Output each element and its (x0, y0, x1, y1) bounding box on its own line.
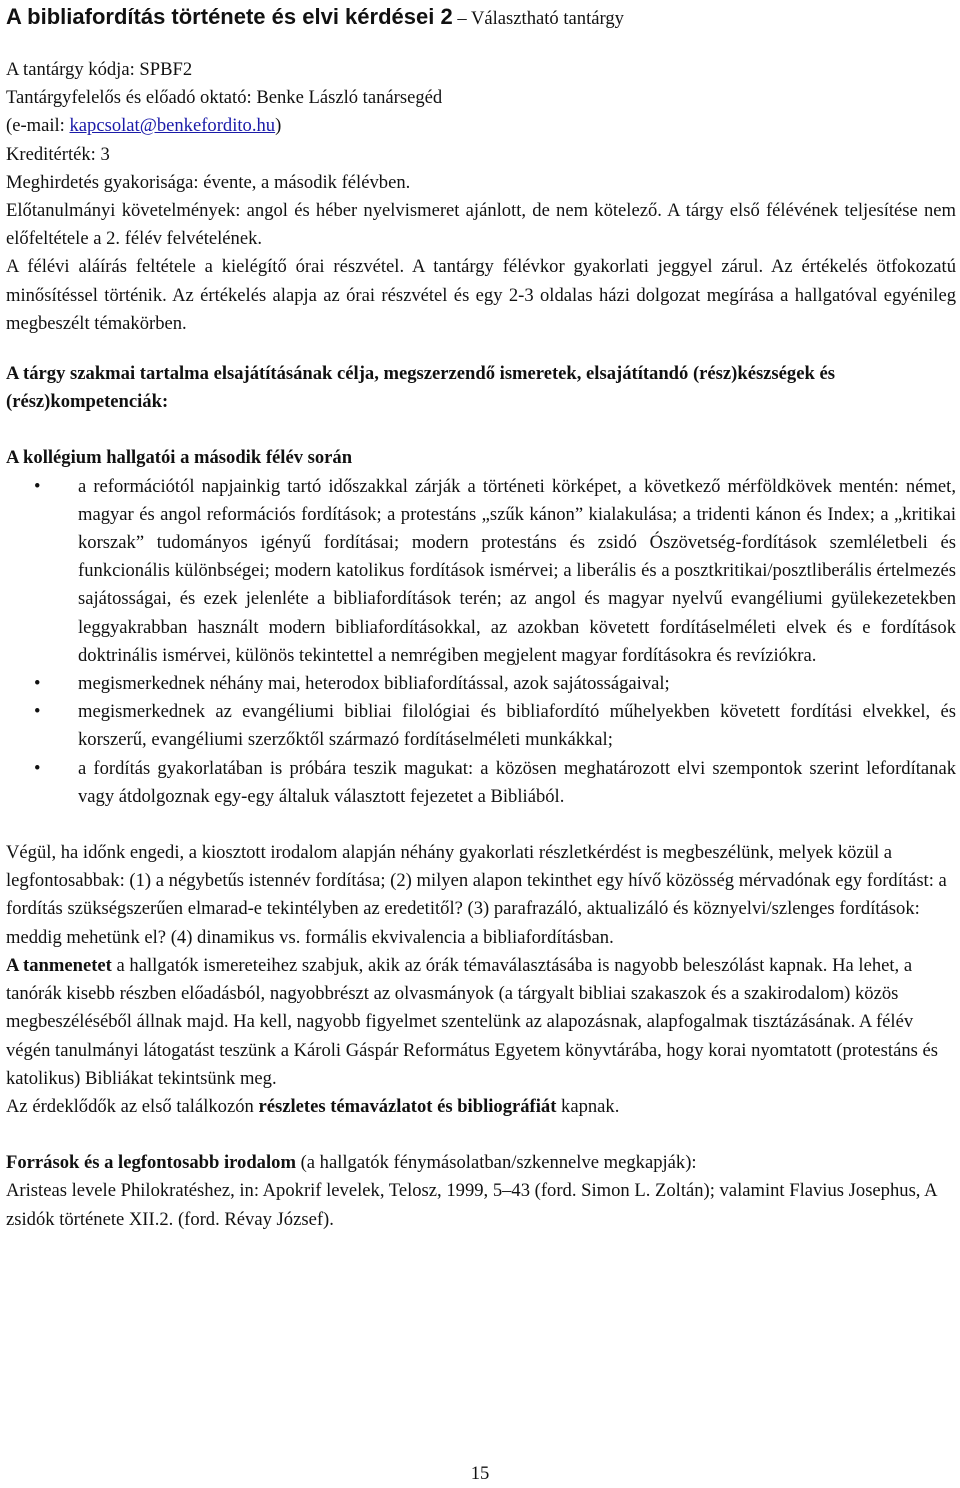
course-code: A tantárgy kódja: SPBF2 (6, 59, 193, 80)
document-page (6, 0, 956, 1234)
list-item-text: megismerkednek az evangéliumi bibliai filológiai és bibliafordító műhelyekben követett fordítási elvekkel, és korszerű, evangéliumi szerzőktől származó fordításelméleti munkákkal; (78, 701, 956, 751)
goals-list (6, 473, 956, 811)
email-suffix: ) (275, 115, 282, 137)
course-assessment: A félévi aláírás feltétele a kielégítő órai részvétel. A tantárgy félévkor gyakorlati jeggyel zárul. Az értékelés ötfokozatú minősítéssel történik. Az értékelés alapja az órai részvétel és egy 2-3 oldalas házi dolgozat megírása a hallgatóval egyénileg megbeszélt témakörben. (6, 256, 956, 334)
spacer (6, 1121, 956, 1149)
list-item-text: a fordítás gyakorlatában is próbára teszik magukat: a közösen meghatározott elvi szempontok szerint lefordítanak vagy átdolgoznak egy-egy általuk választott fejezetet a Bibliából. (78, 757, 956, 807)
list-item (6, 755, 956, 811)
bullet-icon: • (34, 701, 41, 723)
page-number: 15 (470, 1463, 490, 1484)
spacer (6, 811, 956, 839)
body-paragraph-interest (6, 1093, 956, 1121)
body-paragraph-tanmenet (6, 952, 956, 1093)
bullet-icon: • (34, 757, 41, 779)
sources-heading (6, 1149, 956, 1177)
course-prerequisites: Előtanulmányi követelmények: angol és héber nyelvismeret ajánlott, de nem kötelező. A tárgy első félévének teljesítése nem előfeltétele a 2. félév felvételének. (6, 200, 956, 250)
spacer (6, 338, 956, 360)
email-domain: hu (256, 115, 276, 137)
course-responsible: Tantárgyfelelős és előadó oktató: Benke László tanársegéd (6, 87, 443, 109)
title-dash: – (457, 8, 471, 29)
goals-heading: A tárgy szakmai tartalma elsajátításának célja, megszerzendő ismeretek, elsajátítandó (rész)készségek és (rész)kompetenciák: (6, 363, 835, 413)
email-link[interactable] (70, 115, 276, 136)
body-paragraph-1: Végül, ha időnk engedi, a kiosztott irodalom alapján néhány gyakorlati részletkérdést is megbeszélünk, melyek közül a legfontosabbak: (1) a négybetűs istennév fordítása; (2) milyen alapon tekinthet egy hívő közösség mérvadónak egy fordítást: a fordítás szükségszerűen elmarad-e tekintélyben az eredetitől? (3) parafrazáló, aktualizáló és köznyelvi/szlenges fordítások: meddig mehetünk el? (4) dinamikus vs. formális ekvivalencia a bibliafordításban. (6, 842, 947, 948)
interest-bold: részletes témavázlatot és bibliográfiát (258, 1095, 557, 1117)
sources-heading-bold: Források és a legfontosabb irodalom (6, 1152, 296, 1174)
page-subtitle: Választható tantárgy (470, 8, 624, 29)
bullet-icon: • (34, 673, 41, 695)
sources-heading-rest: (a hallgatók fénymásolatban/szkennelve megkapják): (295, 1152, 697, 1174)
page-title: A bibliafordítás története és elvi kérdései 2 (6, 4, 453, 29)
tanmenet-bold: A tanmenetet (6, 954, 112, 976)
bullet-icon: • (34, 475, 41, 497)
list-item (6, 698, 956, 754)
goals-subheading: A kollégium hallgatói a második félév során (6, 447, 353, 469)
course-email (6, 112, 956, 140)
tanmenet-rest: a hallgatók ismereteihez szabjuk, akik az órák témaválasztásába is nagyobb beleszólást kapnak. Ha lehet, a tanórák kisebb részben előadásból, nagyobbrészt az olvasmányok (a tárgyalt bibliai szakaszok és a szakirodalom) közös megbeszéléséből állnak majd. Ha kell, nagyobb figyelmet szentelünk az alapozásnak, alapfogalmak tisztázásának. A félév végén tanulmányi látogatást teszünk a Károli Gáspár Református Egyetem könyvtárába, hogy korai nyomtatott (protestáns és katolikus) Bibliákat tekintsünk meg. (6, 954, 939, 1089)
list-item-text: megismerkednek néhány mai, heterodox bibliafordítással, azok sajátosságaival; (78, 673, 670, 695)
course-credits: Kreditérték: 3 (6, 143, 110, 165)
email-prefix: (e-mail: (6, 115, 70, 137)
course-frequency: Meghirdetés gyakorisága: évente, a második félévben. (6, 171, 411, 193)
sources-text: Aristeas levele Philokratéshez, in: Apokrif levelek, Telosz, 1999, 5–43 (ford. Simon L. Zoltán); valamint Flavius Josephus, A zsidók története XII.2. (ford. Révay József). (6, 1180, 937, 1230)
course-info (6, 56, 956, 338)
email-user: kapcsolat@benkefordito. (69, 115, 257, 137)
interest-prefix: Az érdeklődők az első találkozón (6, 1095, 259, 1117)
list-item-text: a reformációtól napjainkig tartó időszakkal zárják a történeti körképet, a következő mérföldkövek mentén: német, magyar és angol reformációs fordítások; a protestáns „szűk kánon” kialakulása; a tridenti kánon és Index; a „kritikai korszak” tudományos igényű fordításai; modern protestáns és zsidó Ószövetség-fordítások szemléletbeli és funkcionális különbségei; modern katolikus fordítások ismérvei; a liberális és a posztkritikai/posztliberális értelmezés sajátosságai, és ezek jelenléte a bibliafordítások terén; az angol és magyar nyelvű evangéliumi gyülekezetekben leggyakrabban használt modern bibliafordításokkal, az azokban követett fordításelméleti elvek és e fordítások doktrinális ismérvei, különös tekintettel a nemrégiben megjelent magyar fordításokra és revíziókra. (78, 475, 956, 666)
title-row (6, 0, 956, 36)
interest-suffix: kapnak. (556, 1095, 620, 1117)
list-item (6, 473, 956, 670)
list-item (6, 670, 956, 698)
spacer (6, 416, 956, 444)
